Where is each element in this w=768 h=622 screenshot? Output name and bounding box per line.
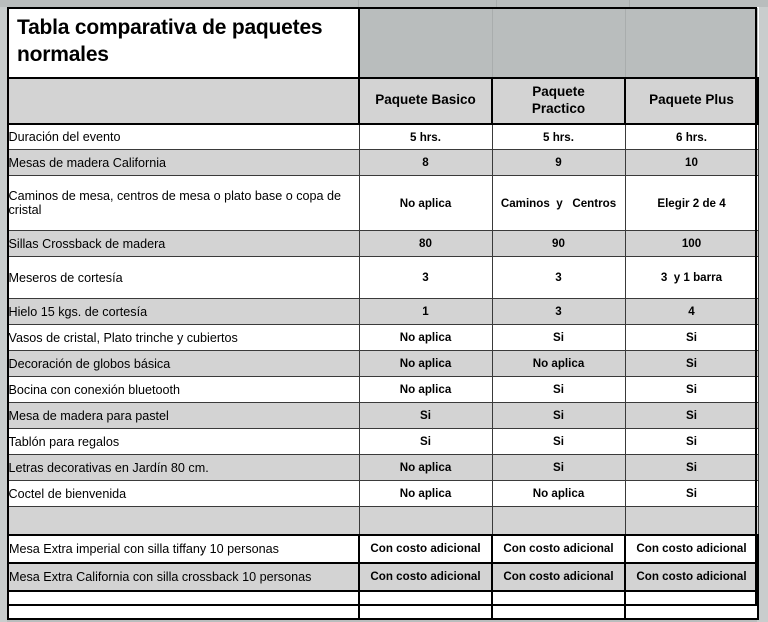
sheet-left-gutter [0, 7, 7, 622]
row-value: Si [625, 351, 758, 377]
row-value: Si [625, 403, 758, 429]
table-row [8, 377, 758, 403]
row-label: Caminos de mesa, centros de mesa o plato base o copa de cristal [8, 176, 359, 231]
row-label: Bocina con conexión bluetooth [8, 377, 359, 403]
row-value: Con costo adicional [359, 563, 492, 591]
table-row [8, 351, 758, 377]
row-value: Si [359, 403, 492, 429]
row-label: Mesa Extra imperial con silla tiffany 10 personas [8, 535, 359, 563]
row-value: 5 hrs. [359, 124, 492, 150]
row-value-empty [359, 591, 492, 619]
row-label: Hielo 15 kgs. de cortesía [8, 299, 359, 325]
row-value: 6 hrs. [625, 124, 758, 150]
header-feature-column [8, 78, 359, 124]
row-label: Coctel de bienvenida [8, 481, 359, 507]
row-value: 3 [492, 299, 625, 325]
row-value: No aplica [359, 325, 492, 351]
table-row [8, 403, 758, 429]
table-row [8, 591, 758, 619]
row-label: Sillas Crossback de madera [8, 231, 359, 257]
table-row [8, 124, 758, 150]
row-value: Si [492, 377, 625, 403]
title-row-spacer-1 [359, 8, 492, 78]
row-value: Si [625, 455, 758, 481]
row-label-empty [8, 591, 359, 619]
row-value: 5 hrs. [492, 124, 625, 150]
row-label: Vasos de cristal, Plato trinche y cubiertos [8, 325, 359, 351]
row-value: Con costo adicional [359, 535, 492, 563]
row-value: Si [625, 481, 758, 507]
row-value: Si [625, 325, 758, 351]
table-row [8, 299, 758, 325]
row-value: Con costo adicional [492, 563, 625, 591]
row-label: Mesas de madera California [8, 150, 359, 176]
header-package-1: Paquete Basico [359, 78, 492, 124]
title-row-spacer-2 [492, 8, 625, 78]
row-label: Meseros de cortesía [8, 257, 359, 299]
row-value: Si [492, 325, 625, 351]
table-row [8, 481, 758, 507]
row-value: No aplica [359, 481, 492, 507]
row-label: Duración del evento [8, 124, 359, 150]
row-label: Mesa Extra California con silla crossback 10 personas [8, 563, 359, 591]
table-row [8, 429, 758, 455]
table-row [8, 455, 758, 481]
table-row [8, 176, 758, 231]
table-row [8, 150, 758, 176]
row-value: No aplica [359, 455, 492, 481]
row-value: Con costo adicional [492, 535, 625, 563]
row-value-empty [492, 591, 625, 619]
row-value: 3 [359, 257, 492, 299]
row-label: Decoración de globos básica [8, 351, 359, 377]
row-label: Tablón para regalos [8, 429, 359, 455]
row-label: Mesa de madera para pastel [8, 403, 359, 429]
table-row [8, 563, 758, 591]
row-value: Si [359, 429, 492, 455]
title-row-spacer-3 [625, 8, 758, 78]
row-value: No aplica [359, 176, 492, 231]
row-value: 9 [492, 150, 625, 176]
row-value: Con costo adicional [625, 535, 758, 563]
row-value: Si [625, 377, 758, 403]
row-label: Letras decorativas en Jardín 80 cm. [8, 455, 359, 481]
table-body [8, 8, 758, 619]
row-value: 10 [625, 150, 758, 176]
header-package-2: Paquete Practico [492, 78, 625, 124]
row-value: 90 [492, 231, 625, 257]
table-row [8, 507, 758, 535]
table-row [8, 535, 758, 563]
row-value: 100 [625, 231, 758, 257]
row-value: 3 y 1 barra [625, 257, 758, 299]
row-value: No aplica [492, 351, 625, 377]
row-value-empty [359, 507, 492, 535]
row-value-empty [492, 507, 625, 535]
row-value: Si [492, 403, 625, 429]
row-value: No aplica [359, 377, 492, 403]
table-row [8, 231, 758, 257]
row-value-empty [625, 507, 758, 535]
title-row [8, 8, 758, 78]
row-value: Con costo adicional [625, 563, 758, 591]
row-value: No aplica [492, 481, 625, 507]
comparison-table [7, 7, 759, 620]
row-value: Elegir 2 de 4 [625, 176, 758, 231]
row-value: Si [625, 429, 758, 455]
table-row [8, 257, 758, 299]
header-row [8, 78, 758, 124]
row-value: 1 [359, 299, 492, 325]
row-value: 80 [359, 231, 492, 257]
row-label-empty [8, 507, 359, 535]
row-value: Caminos y Centros [492, 176, 625, 231]
row-value: 3 [492, 257, 625, 299]
header-package-3: Paquete Plus [625, 78, 758, 124]
row-value: 8 [359, 150, 492, 176]
sheet-top-gutter [0, 0, 768, 7]
row-value: Si [492, 429, 625, 455]
row-value-empty [625, 591, 758, 619]
page-title: Tabla comparativa de paquetes normales [8, 8, 359, 78]
row-value: Si [492, 455, 625, 481]
row-value: 4 [625, 299, 758, 325]
row-value: No aplica [359, 351, 492, 377]
table-row [8, 325, 758, 351]
